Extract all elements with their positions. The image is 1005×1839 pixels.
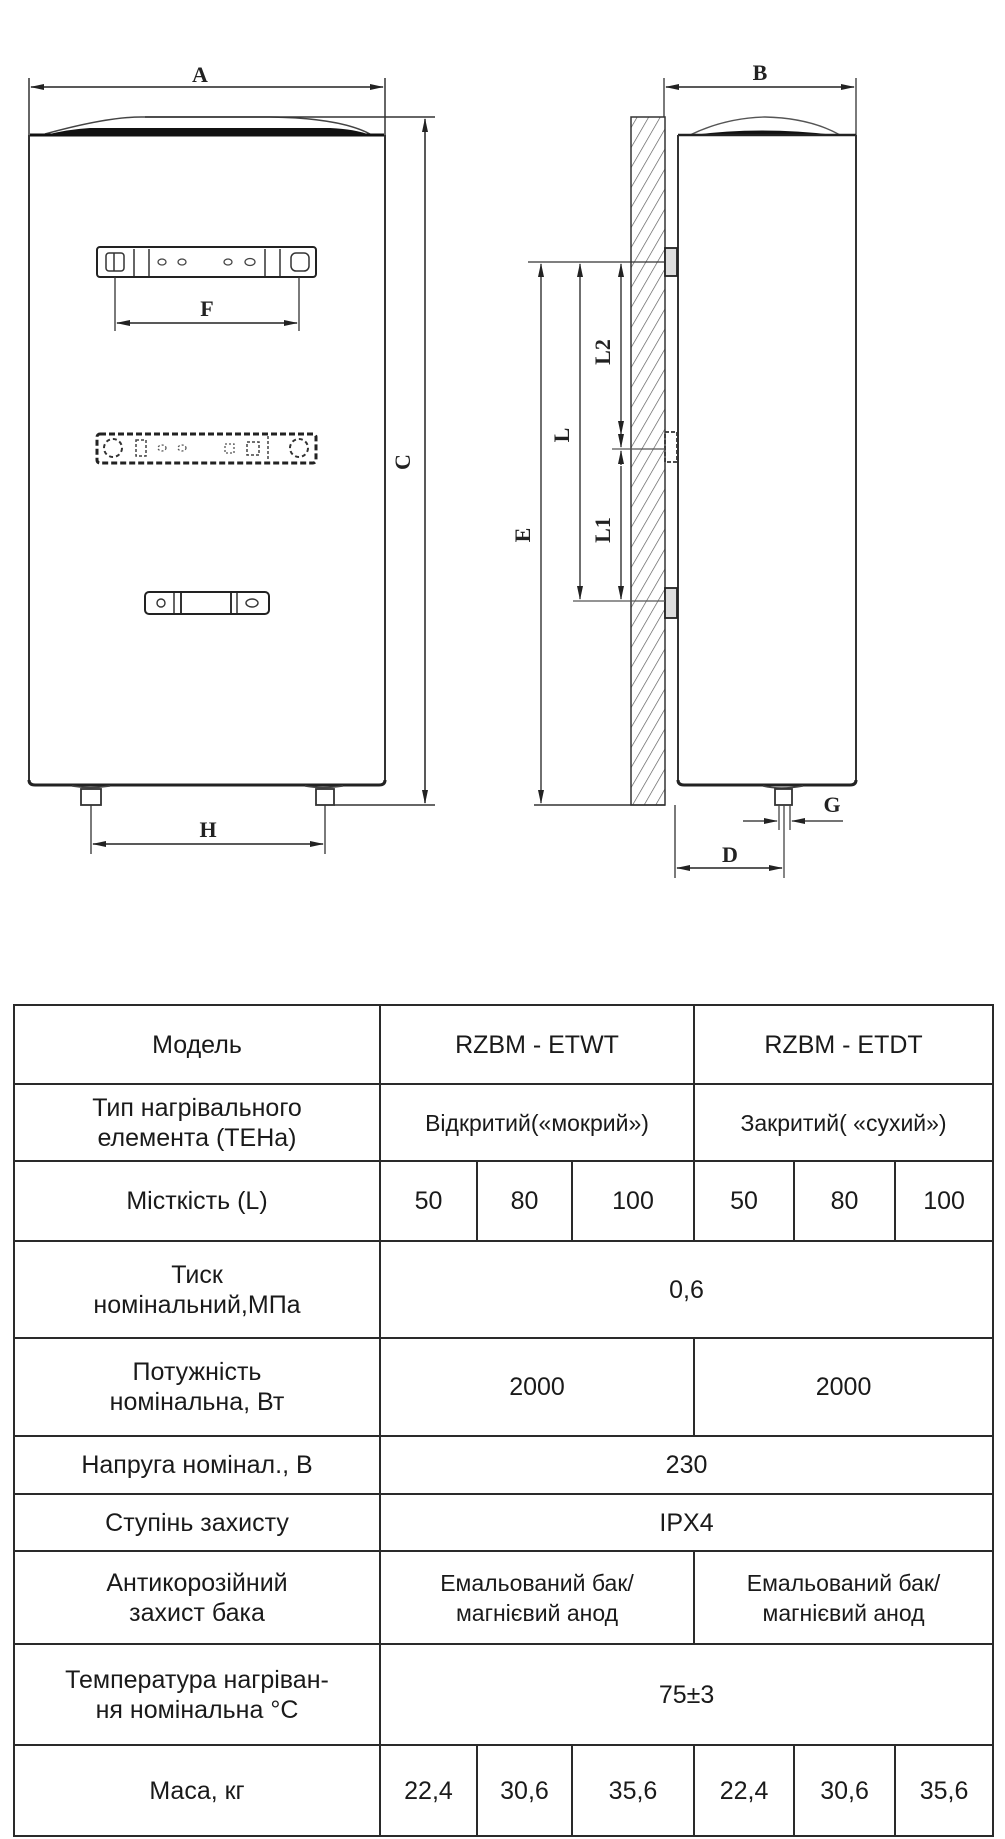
dim-label-l1: L1: [590, 517, 615, 543]
front-view: [29, 62, 435, 854]
row-label-heating-type: [14, 1084, 380, 1161]
mass-cell: 30,6: [794, 1745, 895, 1836]
specifications-table: [13, 1004, 994, 1837]
table-row-model: [14, 1005, 993, 1084]
label-line: номінальний,МПа: [93, 1290, 301, 1319]
dim-label-d: D: [722, 842, 738, 867]
capacity-cell: 100: [895, 1161, 993, 1241]
dim-label-b: B: [752, 60, 768, 85]
anticorrosion-etdt: [694, 1551, 993, 1644]
table-row-protection: [14, 1494, 993, 1551]
table-row-pressure: [14, 1241, 993, 1338]
power-etwt: 2000: [380, 1338, 694, 1436]
table-row-mass: [14, 1745, 993, 1836]
table-row-heating-type: [14, 1084, 993, 1161]
row-label-protection: Ступінь захисту: [14, 1494, 380, 1551]
value-line: магнієвий анод: [455, 1599, 619, 1626]
capacity-cell: 100: [572, 1161, 694, 1241]
side-view: [510, 60, 856, 878]
label-line: Антикорозійний: [106, 1568, 288, 1597]
row-label-temperature: [14, 1644, 380, 1745]
voltage-value: 230: [380, 1436, 993, 1494]
value-line: Емальований бак/: [746, 1569, 941, 1596]
label-line: елемента (ТЕНа): [97, 1123, 297, 1152]
dim-label-l: L: [549, 427, 574, 443]
capacity-cell: 50: [380, 1161, 477, 1241]
table-row-temperature: [14, 1644, 993, 1745]
anticorrosion-etwt: [380, 1551, 694, 1644]
label-line: Температура нагріван-: [65, 1665, 329, 1694]
protection-value: IPX4: [380, 1494, 993, 1551]
dim-label-h: H: [199, 817, 217, 842]
row-label-voltage: Напруга номінал., В: [14, 1436, 380, 1494]
power-etdt: 2000: [694, 1338, 993, 1436]
row-label-model: Модель: [14, 1005, 380, 1084]
capacity-cell: 50: [694, 1161, 794, 1241]
dim-label-e: E: [510, 527, 535, 543]
label-line: номінальна, Вт: [109, 1388, 285, 1416]
model-etdt: RZBM - ETDT: [694, 1005, 993, 1084]
temperature-value: 75±3: [380, 1644, 993, 1745]
label-line: Потужність: [132, 1358, 262, 1386]
dim-label-l2: L2: [590, 339, 615, 365]
capacity-cell: 80: [477, 1161, 572, 1241]
row-label-mass: Маса, кг: [14, 1745, 380, 1836]
capacity-cell: 80: [794, 1161, 895, 1241]
heating-type-etwt: Відкритий(«мокрий»): [380, 1084, 694, 1161]
table-row-capacity: [14, 1161, 993, 1241]
dim-label-g: G: [823, 792, 841, 817]
value-line: Емальований бак/: [440, 1569, 634, 1596]
pressure-value: 0,6: [380, 1241, 993, 1338]
row-label-power: [14, 1338, 380, 1436]
mass-cell: 22,4: [380, 1745, 477, 1836]
label-line: захист бака: [129, 1598, 265, 1627]
label-line: Тиск: [171, 1260, 223, 1289]
dim-label-f: F: [200, 296, 214, 321]
table-row-power: [14, 1338, 993, 1436]
mass-cell: 35,6: [572, 1745, 694, 1836]
row-label-pressure: [14, 1241, 380, 1338]
dim-label-c: C: [390, 454, 415, 470]
mass-cell: 35,6: [895, 1745, 993, 1836]
heating-type-etdt: Закритий( «сухий»): [694, 1084, 993, 1161]
wall-section: [631, 117, 665, 805]
label-line: Тип нагрівального: [92, 1093, 302, 1122]
model-etwt: RZBM - ETWT: [380, 1005, 694, 1084]
mass-cell: 30,6: [477, 1745, 572, 1836]
value-line: магнієвий анод: [762, 1599, 925, 1626]
table-row-anticorrosion: [14, 1551, 993, 1644]
label-line: ня номінальна °С: [95, 1695, 299, 1724]
dim-label-a: A: [192, 62, 208, 87]
row-label-anticorrosion: [14, 1551, 380, 1644]
row-label-capacity: Місткість (L): [14, 1161, 380, 1241]
table-row-voltage: [14, 1436, 993, 1494]
mass-cell: 22,4: [694, 1745, 794, 1836]
